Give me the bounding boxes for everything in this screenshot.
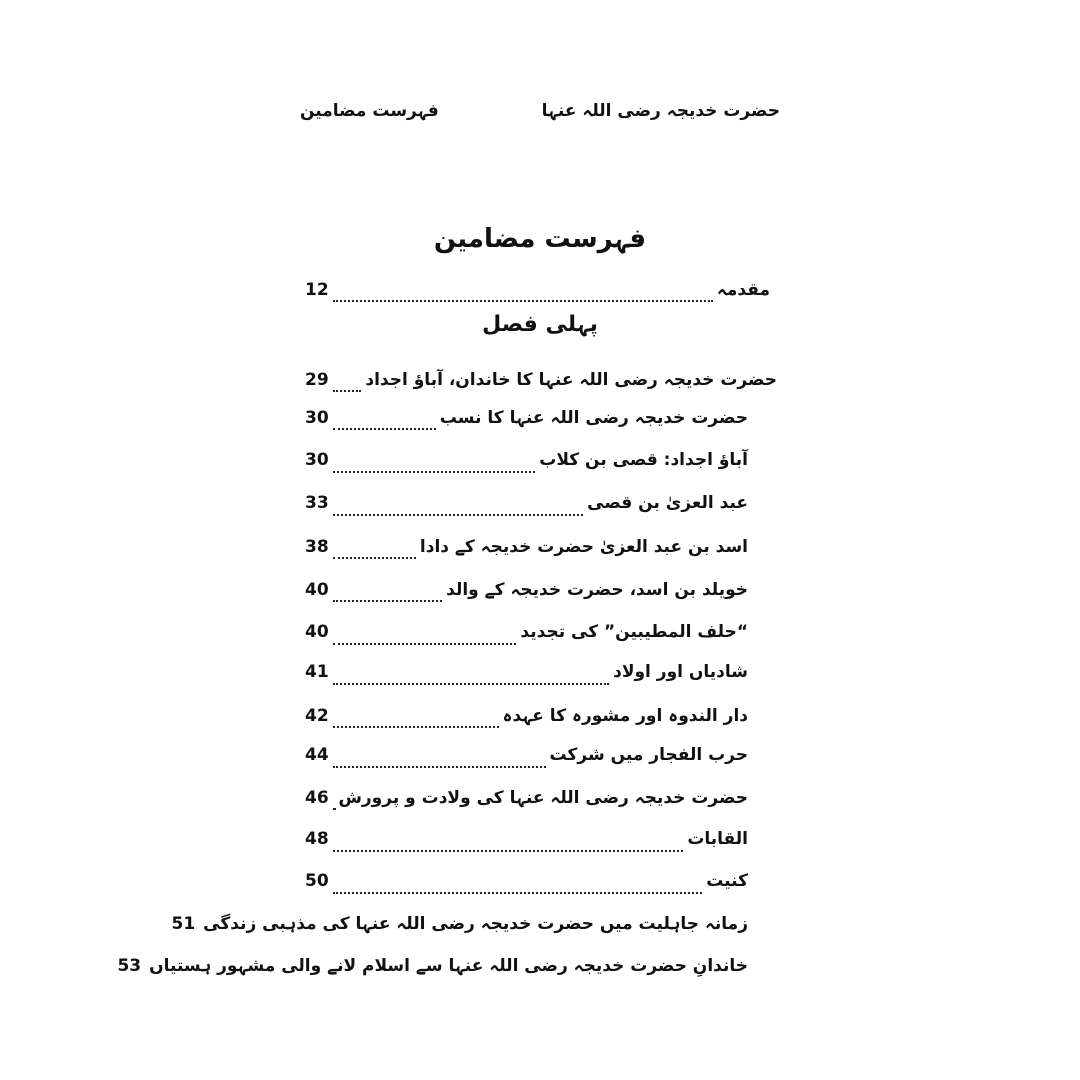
leader-dots bbox=[333, 286, 713, 302]
leader-dots bbox=[333, 794, 335, 810]
leader-dots bbox=[333, 457, 536, 473]
leader-dots bbox=[333, 752, 546, 768]
leader-dots bbox=[333, 669, 609, 685]
toc-entry[interactable] bbox=[171, 913, 748, 943]
toc-entry-page: 30 bbox=[305, 450, 329, 470]
toc-entry[interactable] bbox=[305, 662, 748, 692]
toc-entry-title: عبد العزیٰ بن قصی bbox=[587, 493, 748, 513]
leader-dots bbox=[333, 629, 517, 645]
toc-entry-title: حضرت خدیجہ رضی اللہ عنہا کا خاندان، آباؤ اجداد bbox=[365, 370, 777, 390]
leader-dots bbox=[333, 500, 583, 516]
leader-dots bbox=[333, 878, 703, 894]
chapter-heading: پہلی فصل bbox=[482, 312, 598, 337]
toc-entry-title: القابات bbox=[687, 829, 748, 849]
toc-entry-page: 48 bbox=[305, 829, 329, 849]
toc-entry[interactable] bbox=[305, 450, 748, 480]
toc-entry-title: آباؤ اجداد: قصی بن کلاب bbox=[539, 450, 748, 470]
leader-dots bbox=[333, 836, 684, 852]
leader-dots bbox=[333, 543, 416, 559]
toc-entry-page: 29 bbox=[305, 370, 329, 390]
running-header bbox=[300, 100, 780, 128]
toc-entry-page: 40 bbox=[305, 580, 329, 600]
toc-entry-page: 46 bbox=[305, 788, 329, 808]
toc-entry-title: خویلد بن اسد، حضرت خدیجہ کے والد bbox=[446, 580, 748, 600]
toc-entry-title: حضرت خدیجہ رضی اللہ عنہا کی ولادت و پرورش bbox=[338, 788, 748, 808]
leader-dots bbox=[333, 376, 362, 392]
toc-entry[interactable] bbox=[305, 579, 748, 609]
section-title: فہرست مضامین bbox=[300, 101, 439, 121]
leader-dots bbox=[333, 414, 436, 430]
leader-dots bbox=[333, 586, 442, 602]
toc-entry-page: 51 bbox=[171, 914, 196, 934]
toc-entry-page: 33 bbox=[305, 493, 329, 513]
toc-title: فہرست مضامین bbox=[433, 224, 647, 254]
toc-entry[interactable] bbox=[117, 955, 748, 985]
toc-entry-title: مقدمہ bbox=[716, 280, 770, 300]
toc-entry-title: دار الندوہ اور مشورہ کا عہدہ bbox=[502, 706, 748, 726]
toc-entry-main[interactable] bbox=[305, 369, 777, 399]
toc-entry-title: زمانہ جاہلیت میں حضرت خدیجہ رضی اللہ عنہا کی مذہبی زندگی bbox=[203, 914, 748, 934]
toc-entry[interactable] bbox=[305, 871, 748, 901]
toc-entry[interactable] bbox=[305, 705, 748, 735]
toc-entry-title: حضرت خدیجہ رضی اللہ عنہا کا نسب bbox=[439, 408, 748, 428]
toc-entry-page: 41 bbox=[305, 662, 329, 682]
toc-entry-intro[interactable] bbox=[305, 279, 770, 309]
book-title: حضرت خدیجہ رضی اللہ عنہا bbox=[541, 101, 780, 121]
toc-entry[interactable] bbox=[305, 407, 748, 437]
toc-entry-page: 12 bbox=[305, 280, 329, 300]
toc-entry-title: خاندانِ حضرت خدیجہ رضی اللہ عنہا سے اسلام لانے والی مشہور ہستیاں bbox=[149, 956, 748, 976]
toc-entry-title: اسد بن عبد العزیٰ حضرت خدیجہ کے دادا bbox=[419, 537, 748, 557]
toc-entry-page: 53 bbox=[117, 956, 142, 976]
toc-entry-page: 38 bbox=[305, 537, 329, 557]
leader-dots bbox=[333, 712, 499, 728]
toc-entry[interactable] bbox=[305, 829, 748, 859]
toc-entry-page: 44 bbox=[305, 745, 329, 765]
toc-entry[interactable] bbox=[305, 493, 748, 523]
toc-entry-page: 50 bbox=[305, 871, 329, 891]
toc-entry[interactable] bbox=[305, 745, 748, 775]
toc-entry-title: “حلف المطیبین” کی تجدید bbox=[520, 622, 748, 642]
toc-entry[interactable] bbox=[305, 536, 748, 566]
toc-entry-page: 30 bbox=[305, 408, 329, 428]
toc-entry-page: 42 bbox=[305, 706, 329, 726]
toc-entry-title: کنیت bbox=[706, 871, 748, 891]
toc-entry-page: 40 bbox=[305, 622, 329, 642]
toc-entry[interactable] bbox=[305, 787, 748, 817]
toc-entry-title: حرب الفجار میں شرکت bbox=[549, 745, 748, 765]
toc-entry-title: شادیاں اور اولاد bbox=[613, 662, 748, 682]
toc-entry[interactable] bbox=[305, 622, 748, 652]
